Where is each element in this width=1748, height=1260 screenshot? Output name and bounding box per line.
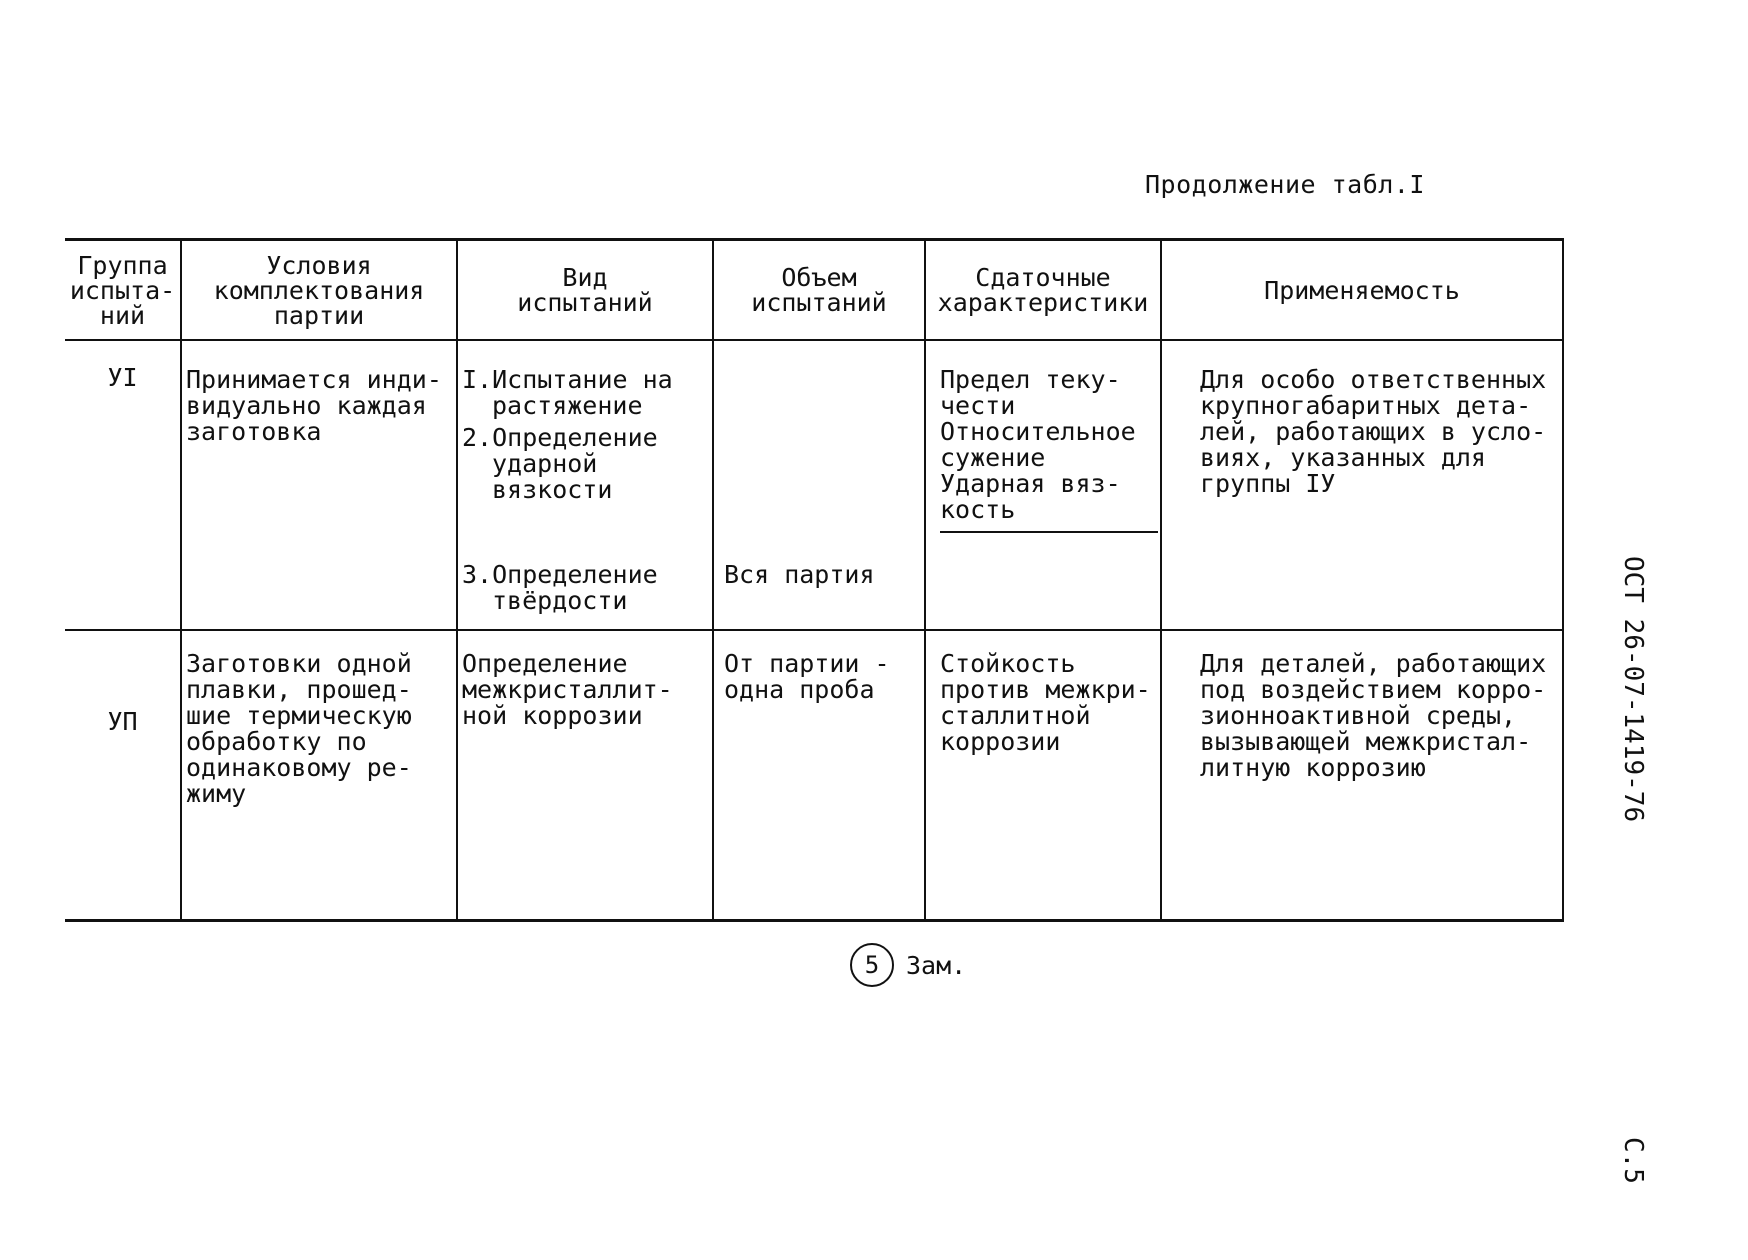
- characteristics-divider: [940, 531, 1158, 533]
- change-note: [850, 943, 966, 987]
- header-characteristics: Сдаточные характеристики: [925, 240, 1161, 341]
- table-header-row: [65, 240, 1563, 341]
- row-volume-cell: Вся партия: [713, 340, 925, 630]
- test-groups-table: [65, 238, 1564, 922]
- header-conditions: Условия комплектования партии: [181, 240, 457, 341]
- row-applicability-cell: Для особо ответственных крупногабаритных дета- лей, работающих в усло- виях, указанных для группы IУ: [1161, 340, 1563, 630]
- table-row: [65, 630, 1563, 921]
- row-volume-cell: От партии - одна проба: [713, 630, 925, 921]
- page-number: С.5: [1618, 1137, 1648, 1184]
- header-test-type: Вид испытаний: [457, 240, 713, 341]
- row-conditions-cell: Принимается инди- видуально каждая заготовка: [181, 340, 457, 630]
- change-number-circle: 5: [850, 943, 894, 987]
- row-tests-cell: Определение межкристаллит- ной коррозии: [457, 630, 713, 921]
- table-row: [65, 340, 1563, 630]
- header-test-volume: Объем испытаний: [713, 240, 925, 341]
- header-applicability: Применяемость: [1161, 240, 1563, 341]
- row-applicability-cell: Для деталей, работающих под воздействием корро- зионноактивной среды, вызывающей межкристал- литную коррозию: [1161, 630, 1563, 921]
- document-code: ОСТ 26-07-1419-76: [1618, 556, 1648, 823]
- continuation-title: Продолжение табл.I: [1145, 170, 1425, 199]
- row-tests-cell: I.Испытание на растяжение 2.Определение ударной вязкости 3.Определение твёрдости: [457, 340, 713, 630]
- row-characteristics-cell: Стойкость против межкри- сталлитной коррозии: [925, 630, 1161, 921]
- row-characteristics-cell: Предел теку- чести Относительное сужение Ударная вяз- кость: [925, 340, 1161, 630]
- header-group: Группа испыта- ний: [65, 240, 181, 341]
- row-group-cell: УI: [65, 340, 181, 630]
- row-group-cell: УП: [65, 630, 181, 921]
- change-label: Зам.: [906, 950, 967, 980]
- row-conditions-cell: Заготовки одной плавки, прошед- шие термическую обработку по одинаковому ре- жиму: [181, 630, 457, 921]
